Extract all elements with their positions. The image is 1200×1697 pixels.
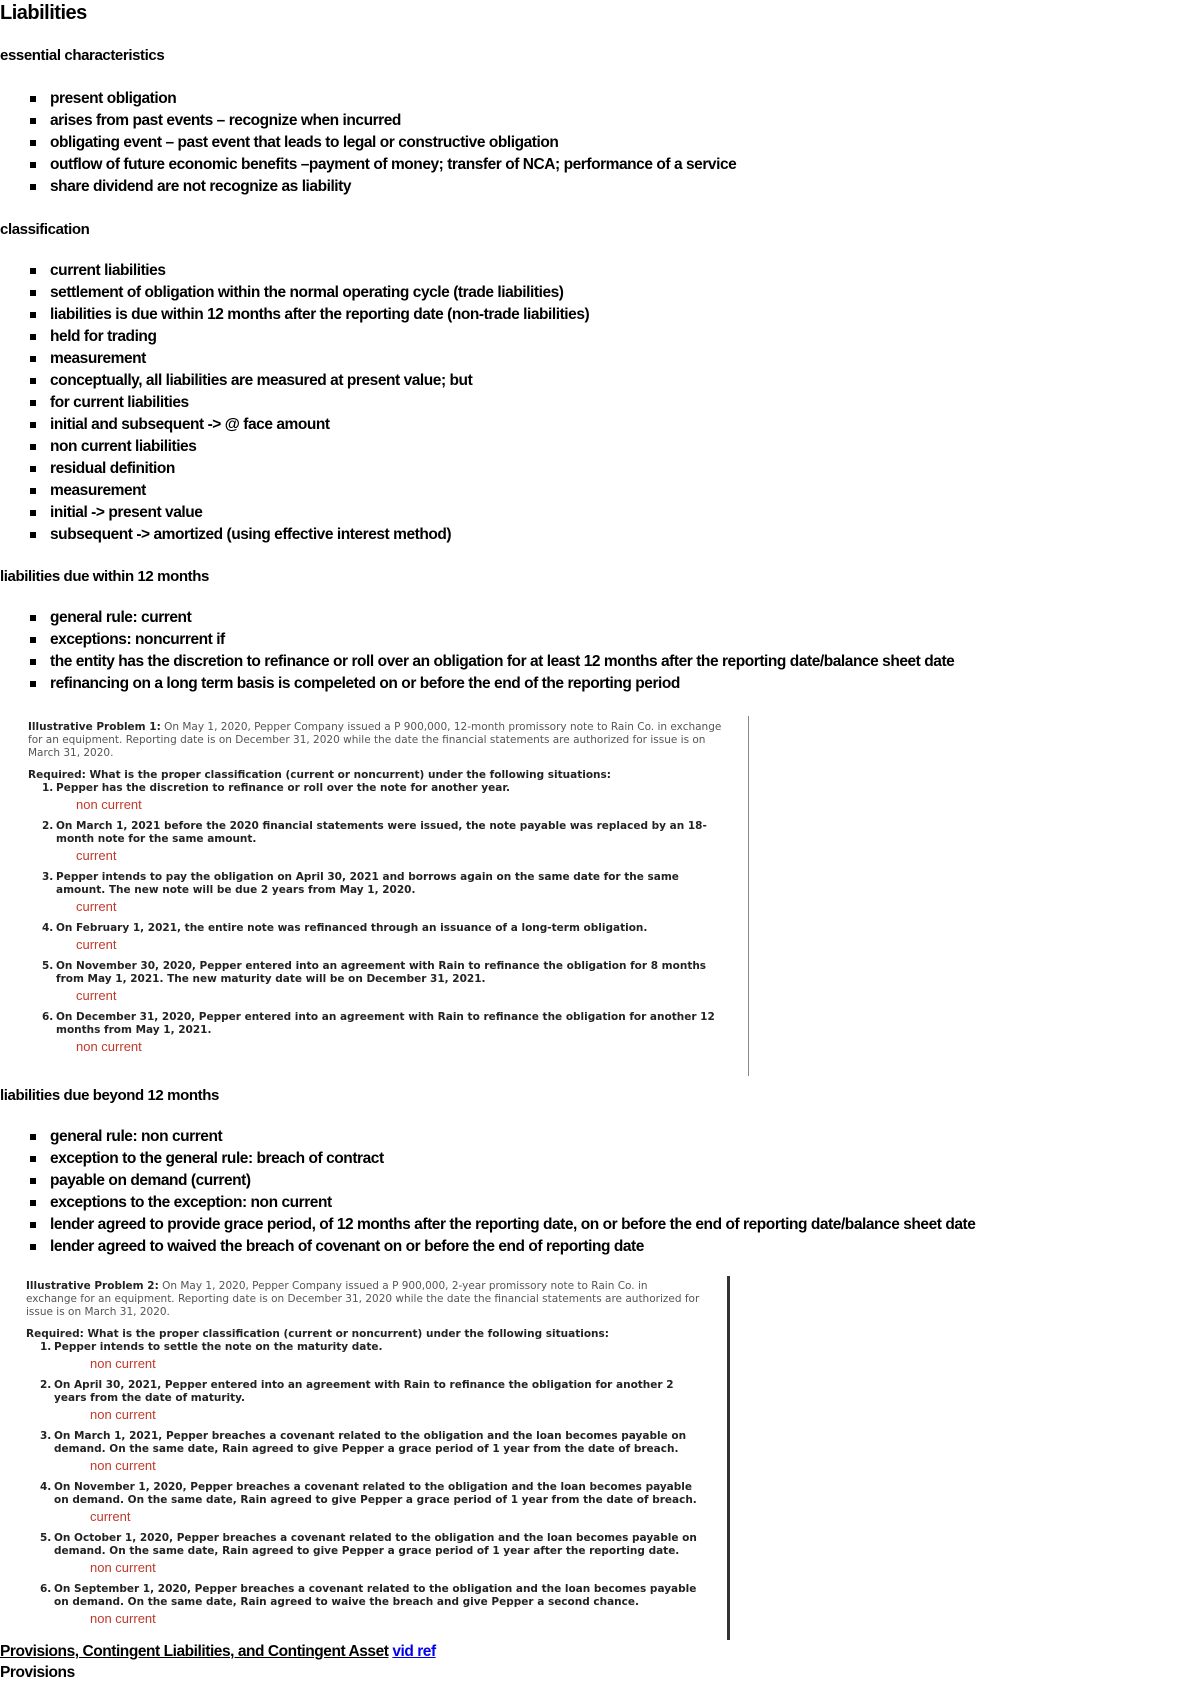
list-item: share dividend are not recognize as liability xyxy=(30,176,736,198)
emphasis-text: discretion to refinance xyxy=(173,653,330,670)
list-item: arises from past events – recognize when incurred xyxy=(30,110,736,132)
page-title: Liabilities xyxy=(0,2,87,24)
problem-item xyxy=(28,820,723,846)
list-item xyxy=(30,673,954,695)
item-text: On April 30, 2021, Pepper entered into an agreement with Rain to refinance the obligation for another 2 years from the date of maturity. xyxy=(54,1379,674,1404)
provisions-heading-link xyxy=(0,1643,436,1661)
answer-text: current xyxy=(76,988,117,1003)
item-number: 1. xyxy=(40,1341,52,1353)
list-item: payable on demand (current) xyxy=(30,1170,975,1192)
item-number: 6. xyxy=(42,1011,54,1023)
item-number: 2. xyxy=(42,820,54,832)
list-item: residual definition xyxy=(30,458,589,480)
item-number: 2. xyxy=(40,1379,52,1391)
problem-item xyxy=(26,1532,701,1558)
list-item xyxy=(30,651,954,673)
item-text: On September 1, 2020, Pepper breaches a covenant related to the obligation and the loan becomes payable on demand. On the same date, Rain agreed to waive the breach and give Pepper a second chance. xyxy=(54,1583,697,1608)
list-item: obligating event – past event that leads to legal or constructive obligation xyxy=(30,132,736,154)
text-span: or roll over an obligation for at least 12 months after the reporting date/balance sheet date xyxy=(329,653,955,670)
answer-text: current xyxy=(90,1509,131,1524)
item-text: On November 1, 2020, Pepper breaches a covenant related to the obligation and the loan becomes payable on demand. On the same date, Rain agreed to give Pepper a grace period of 1 year from the date of breach. xyxy=(54,1481,697,1506)
list-item: for current liabilities xyxy=(30,392,589,414)
problem-required: Required: What is the proper classification (current or noncurrent) under the following situations: xyxy=(28,769,611,781)
item-number: 1. xyxy=(42,782,54,794)
problem-item xyxy=(26,1430,701,1456)
answer-text: current xyxy=(76,848,117,863)
item-text: Pepper has the discretion to refinance or roll over the note for another year. xyxy=(56,782,511,794)
problem-item xyxy=(28,960,723,986)
item-number: 5. xyxy=(40,1532,52,1544)
problem-item xyxy=(28,782,723,795)
item-text: Pepper intends to settle the note on the maturity date. xyxy=(54,1341,383,1353)
problem-item xyxy=(28,871,723,897)
answer-text: non current xyxy=(90,1356,156,1371)
problem-required: Required: What is the proper classification (current or noncurrent) under the following situations: xyxy=(26,1328,609,1340)
answer-text: non current xyxy=(90,1458,156,1473)
due-beyond-list xyxy=(30,1126,975,1258)
problem-item xyxy=(26,1481,701,1507)
item-text: On March 1, 2021, Pepper breaches a covenant related to the obligation and the loan becomes payable on demand. On the same date, Rain agreed to give Pepper a grace period of 1 year from the date of breach. xyxy=(54,1430,687,1455)
item-text: On February 1, 2021, the entire note was refinanced through an issuance of a long-term obligation. xyxy=(56,922,648,934)
illustrative-problem-1 xyxy=(28,721,723,1062)
problem-items xyxy=(26,1341,701,1627)
text-span: is compeleted on or before the end of the reporting period xyxy=(274,675,680,692)
list-item: outflow of future economic benefits –payment of money; transfer of NCA; performance of a service xyxy=(30,154,736,176)
problem-item xyxy=(26,1341,701,1354)
list-item: initial and subsequent -> @ face amount xyxy=(30,414,589,436)
list-item: general rule: current xyxy=(30,607,954,629)
image-border-line xyxy=(727,1276,730,1640)
answer-text: non current xyxy=(90,1611,156,1626)
list-item: conceptually, all liabilities are measured at present value; but xyxy=(30,370,589,392)
list-item: subsequent -> amortized (using effective interest method) xyxy=(30,524,589,546)
list-item: exceptions to the exception: non current xyxy=(30,1192,975,1214)
problem-item xyxy=(26,1379,701,1405)
problem-item xyxy=(28,922,723,935)
item-text: On November 30, 2020, Pepper entered into an agreement with Rain to refinance the obligation for 8 months from May 1, 2021. The new maturity date will be on December 31, 2021. xyxy=(56,960,707,985)
answer-text: current xyxy=(76,899,117,914)
answer-text: non current xyxy=(76,797,142,812)
item-number: 4. xyxy=(42,922,54,934)
item-number: 3. xyxy=(40,1430,52,1442)
answer-text: current xyxy=(76,937,117,952)
list-item: current liabilities xyxy=(30,260,589,282)
classification-list xyxy=(30,260,589,546)
list-item: general rule: non current xyxy=(30,1126,975,1148)
list-item: lender agreed to waived the breach of covenant on or before the end of reporting date xyxy=(30,1236,975,1258)
heading-due-within-12-months: liabilities due within 12 months xyxy=(0,568,209,585)
illustrative-problem-2 xyxy=(26,1280,701,1634)
item-number: 5. xyxy=(42,960,54,972)
provisions-link[interactable]: Provisions, Contingent Liabilities, and Contingent Asset xyxy=(0,1643,389,1660)
list-item: exception to the general rule: breach of contract xyxy=(30,1148,975,1170)
problem-intro-text: On May 1, 2020, Pepper Company issued a P 900,000, 12-month promissory note to Rain Co. in exchange for an equipment. Reporting date is on December 31, 2020 while the date the financial statements are authorized for issue is on March 31, 2020. xyxy=(28,721,722,759)
item-text: On December 31, 2020, Pepper entered into an agreement with Rain to refinance the obligation for another 12 months from May 1, 2021. xyxy=(56,1011,715,1036)
due-within-list xyxy=(30,607,954,695)
problem-label: Illustrative Problem 2: xyxy=(26,1280,159,1292)
item-text: Pepper intends to pay the obligation on April 30, 2021 and borrows again on the same date for the same amount. The new note will be due 2 years from May 1, 2020. xyxy=(56,871,679,896)
list-item: exceptions: noncurrent if xyxy=(30,629,954,651)
answer-text: non current xyxy=(90,1407,156,1422)
text-span: the entity has the xyxy=(50,653,174,670)
essential-characteristics-list xyxy=(30,88,736,198)
problem-label: Illustrative Problem 1: xyxy=(28,721,161,733)
problem-intro-text: On May 1, 2020, Pepper Company issued a P 900,000, 2-year promissory note to Rain Co. in exchange for an equipment. Reporting date is on December 31, 2020 while the date the financial statements are authorized for issue is on March 31, 2020. xyxy=(26,1280,700,1318)
heading-classification: classification xyxy=(0,221,90,238)
heading-essential-characteristics: essential characteristics xyxy=(0,47,165,64)
list-item: measurement xyxy=(30,480,589,502)
list-item: measurement xyxy=(30,348,589,370)
list-item: non current liabilities xyxy=(30,436,589,458)
problem-intro xyxy=(26,1280,701,1319)
list-item: present obligation xyxy=(30,88,736,110)
list-item: held for trading xyxy=(30,326,589,348)
item-number: 4. xyxy=(40,1481,52,1493)
problem-intro xyxy=(28,721,723,760)
list-item: lender agreed to provide grace period, of 12 months after the reporting date, on or before the end of reporting date/balance sheet date xyxy=(30,1214,975,1236)
answer-text: non current xyxy=(76,1039,142,1054)
problem-item xyxy=(26,1583,701,1609)
item-number: 3. xyxy=(42,871,54,883)
image-border-line xyxy=(748,716,749,1076)
provisions-subheading: Provisions xyxy=(0,1664,75,1681)
list-item: settlement of obligation within the normal operating cycle (trade liabilities) xyxy=(30,282,589,304)
item-text: On March 1, 2021 before the 2020 financial statements were issued, the note payable was replaced by an 18-month note for the same amount. xyxy=(56,820,707,845)
emphasis-text: refinancing on a long term basis xyxy=(50,675,275,692)
list-item: initial -> present value xyxy=(30,502,589,524)
item-text: On October 1, 2020, Pepper breaches a covenant related to the obligation and the loan becomes payable on demand. On the same date, Rain agreed to give Pepper a grace period of 1 year after the reporting date. xyxy=(54,1532,697,1557)
problem-item xyxy=(28,1011,723,1037)
item-number: 6. xyxy=(40,1583,52,1595)
list-item: liabilities is due within 12 months after the reporting date (non-trade liabilities) xyxy=(30,304,589,326)
heading-due-beyond-12-months: liabilities due beyond 12 months xyxy=(0,1087,219,1104)
answer-text: non current xyxy=(90,1560,156,1575)
problem-items xyxy=(28,782,723,1055)
vid-ref-link[interactable]: vid ref xyxy=(392,1643,436,1660)
